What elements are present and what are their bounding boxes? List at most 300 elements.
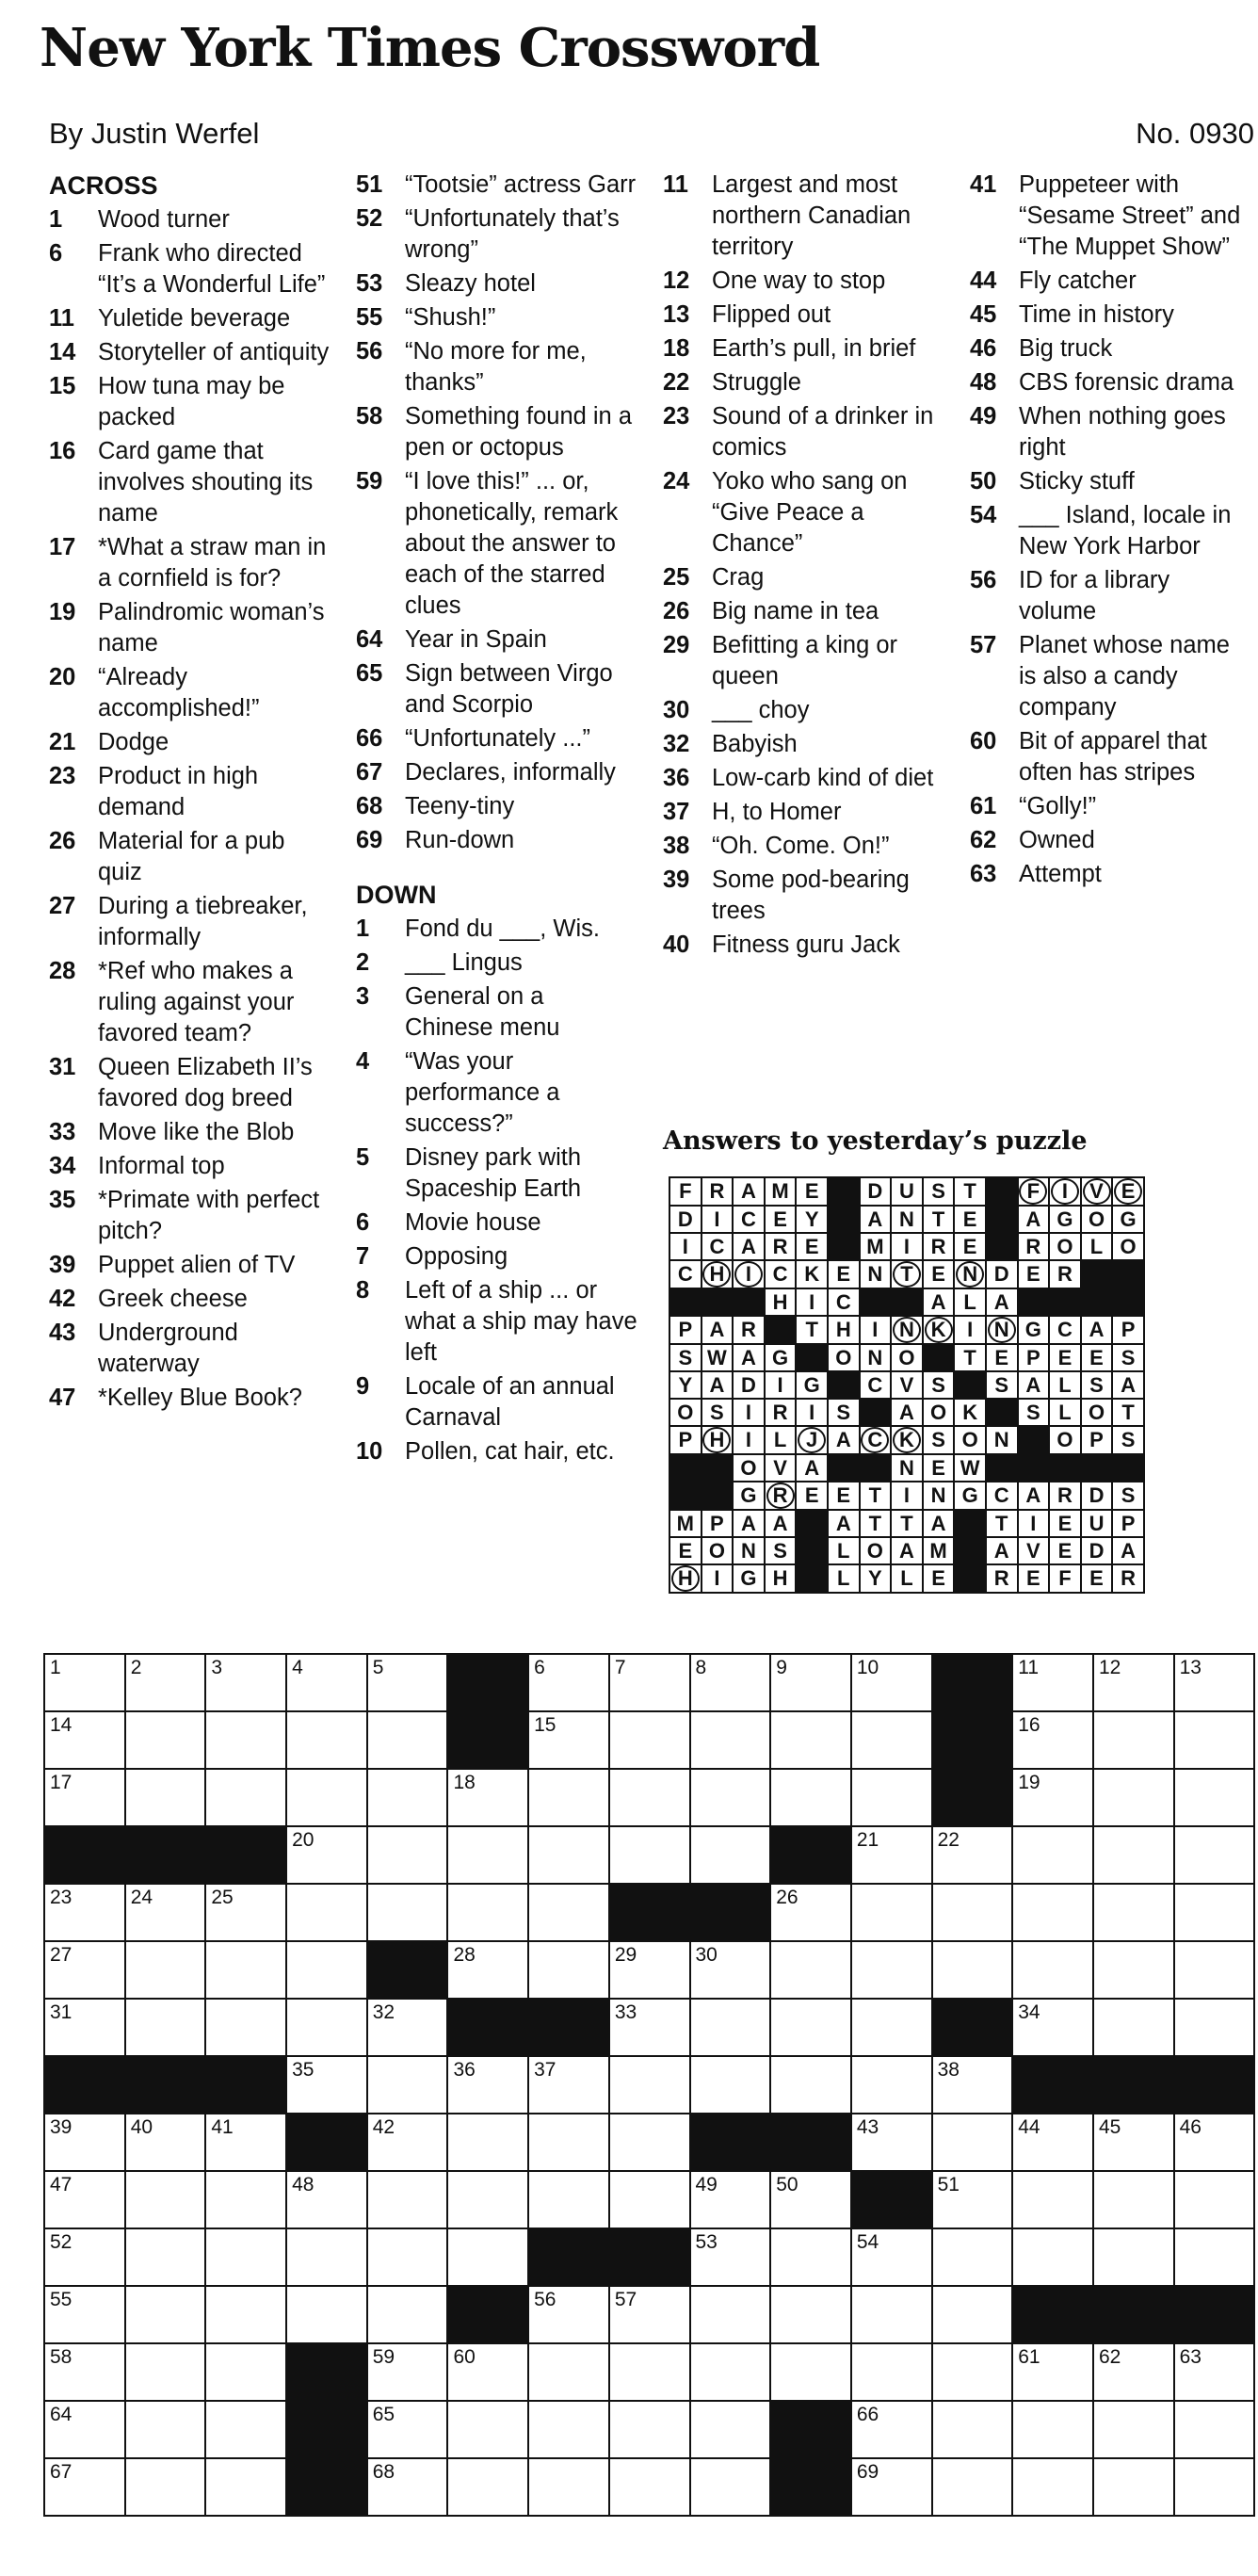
grid-cell[interactable] — [609, 1941, 690, 1999]
clue-text: When nothing goes right — [1019, 403, 1226, 461]
grid-cell[interactable] — [447, 1941, 528, 1999]
grid-cell[interactable] — [528, 2458, 609, 2516]
grid-cell[interactable] — [125, 2286, 206, 2343]
grid-cell[interactable] — [851, 2343, 932, 2401]
grid-cell[interactable] — [932, 1826, 1013, 1884]
clue[interactable] — [356, 302, 638, 333]
clue[interactable] — [49, 1151, 331, 1182]
grid-cell[interactable] — [851, 2286, 932, 2343]
grid-cell[interactable] — [367, 1999, 448, 2056]
grid-cell[interactable] — [205, 2228, 286, 2286]
grid-cell[interactable] — [690, 1826, 771, 1884]
clue[interactable] — [356, 948, 638, 979]
clue[interactable] — [356, 1241, 638, 1272]
grid-cell[interactable] — [205, 2114, 286, 2171]
grid-cell[interactable] — [367, 2401, 448, 2458]
grid-cell[interactable] — [770, 2171, 851, 2228]
clue[interactable] — [49, 662, 331, 724]
clue[interactable] — [970, 825, 1252, 856]
grid-cell[interactable] — [44, 2401, 125, 2458]
grid-cell[interactable] — [44, 1769, 125, 1826]
clue[interactable] — [663, 797, 945, 828]
clue[interactable] — [49, 371, 331, 433]
grid-cell[interactable] — [1012, 2343, 1093, 2401]
clue[interactable] — [663, 865, 945, 927]
grid-cell[interactable] — [690, 1999, 771, 2056]
clue[interactable] — [356, 401, 638, 463]
grid-cell[interactable] — [690, 2401, 771, 2458]
grid-cell[interactable] — [770, 1941, 851, 1999]
clue-column-2 — [356, 170, 638, 1470]
grid-cell[interactable] — [205, 1654, 286, 1711]
grid-cell[interactable] — [1093, 1711, 1174, 1769]
grid-cell[interactable] — [851, 2458, 932, 2516]
grid-cell[interactable] — [44, 1654, 125, 1711]
grid-cell[interactable] — [528, 1769, 609, 1826]
grid-cell[interactable] — [125, 2401, 206, 2458]
grid-cell[interactable] — [609, 1999, 690, 2056]
clue[interactable] — [356, 1371, 638, 1434]
grid-cell[interactable] — [690, 2286, 771, 2343]
grid-cell[interactable] — [1012, 1884, 1093, 1941]
grid-cell[interactable] — [1012, 1769, 1093, 1826]
grid-cell[interactable] — [1093, 2458, 1174, 2516]
cell-number: 46 — [1179, 2116, 1202, 2138]
grid-cell[interactable] — [44, 1711, 125, 1769]
answer-cell: T — [796, 1316, 828, 1344]
grid-cell[interactable] — [205, 2458, 286, 2516]
clue[interactable] — [49, 1052, 331, 1114]
grid-cell[interactable] — [851, 1654, 932, 1711]
grid-cell[interactable] — [1012, 1826, 1093, 1884]
grid-cell[interactable] — [447, 2114, 528, 2171]
grid-cell[interactable] — [1012, 2401, 1093, 2458]
grid-cell[interactable] — [1093, 1769, 1174, 1826]
grid-cell[interactable] — [1093, 2171, 1174, 2228]
grid-cell[interactable] — [44, 2343, 125, 2401]
grid-cell[interactable] — [125, 2114, 206, 2171]
grid-cell[interactable] — [125, 1654, 206, 1711]
grid-cell[interactable] — [286, 1826, 367, 1884]
clue[interactable] — [970, 401, 1252, 463]
grid-cell[interactable] — [1093, 2343, 1174, 2401]
clue[interactable] — [970, 565, 1252, 627]
grid-cell[interactable] — [1093, 2114, 1174, 2171]
grid-cell[interactable] — [609, 2171, 690, 2228]
clue[interactable] — [663, 562, 945, 593]
grid-cell[interactable] — [690, 2343, 771, 2401]
grid-cell[interactable] — [851, 1999, 932, 2056]
answer-cell: L — [891, 1564, 923, 1593]
clue[interactable] — [49, 891, 331, 953]
grid-cell[interactable] — [367, 2056, 448, 2114]
grid-cell[interactable] — [44, 1884, 125, 1941]
clue[interactable] — [49, 1185, 331, 1247]
answer-cell: I — [733, 1426, 765, 1454]
clue[interactable] — [356, 914, 638, 945]
clue[interactable] — [663, 266, 945, 297]
clue[interactable] — [356, 336, 638, 398]
grid-cell[interactable] — [1093, 2401, 1174, 2458]
grid-cell[interactable] — [205, 2286, 286, 2343]
grid-cell[interactable] — [44, 1941, 125, 1999]
grid-cell[interactable] — [528, 1884, 609, 1941]
grid-cell[interactable] — [286, 1884, 367, 1941]
clue[interactable] — [663, 695, 945, 726]
grid-cell[interactable] — [528, 2401, 609, 2458]
grid-cell[interactable] — [286, 1769, 367, 1826]
grid-cell[interactable] — [1174, 2343, 1255, 2401]
grid-cell[interactable] — [447, 1884, 528, 1941]
grid-cell[interactable] — [851, 2114, 932, 2171]
grid-cell[interactable] — [44, 2114, 125, 2171]
clue[interactable] — [663, 831, 945, 862]
grid-cell[interactable] — [44, 2228, 125, 2286]
clue[interactable] — [49, 204, 331, 235]
grid-cell[interactable] — [1093, 1941, 1174, 1999]
cell-number: 31 — [50, 2001, 73, 2023]
clue[interactable] — [49, 1250, 331, 1281]
grid-cell[interactable] — [932, 2401, 1013, 2458]
clue[interactable] — [356, 1207, 638, 1239]
grid-cell[interactable] — [770, 2286, 851, 2343]
grid-cell[interactable] — [609, 1654, 690, 1711]
grid-cell[interactable] — [286, 1999, 367, 2056]
grid-cell[interactable] — [205, 1711, 286, 1769]
clue[interactable] — [663, 596, 945, 627]
answer-black-square — [796, 1344, 828, 1371]
grid-cell[interactable] — [125, 1941, 206, 1999]
answer-cell: M — [923, 1537, 955, 1564]
grid-cell[interactable] — [1174, 1711, 1255, 1769]
grid-cell[interactable] — [932, 1884, 1013, 1941]
grid-cell[interactable] — [367, 2286, 448, 2343]
grid-cell[interactable] — [609, 2056, 690, 2114]
grid-cell[interactable] — [367, 2343, 448, 2401]
grid-cell[interactable] — [851, 1826, 932, 1884]
grid-cell[interactable] — [125, 2171, 206, 2228]
grid-cell[interactable] — [690, 2056, 771, 2114]
clue[interactable] — [49, 727, 331, 758]
clue[interactable] — [49, 1318, 331, 1380]
grid-cell[interactable] — [286, 2286, 367, 2343]
clue[interactable] — [970, 630, 1252, 723]
grid-cell[interactable] — [367, 2171, 448, 2228]
grid-cell[interactable] — [1174, 1826, 1255, 1884]
grid-cell[interactable] — [125, 2458, 206, 2516]
grid-cell[interactable] — [286, 1941, 367, 1999]
grid-cell[interactable] — [609, 2286, 690, 2343]
answer-cell: U — [891, 1177, 923, 1206]
grid-cell[interactable] — [367, 1654, 448, 1711]
puzzle-number: No. 0930 — [1136, 117, 1254, 150]
grid-cell[interactable] — [447, 2171, 528, 2228]
grid-cell[interactable] — [447, 1769, 528, 1826]
clue[interactable] — [49, 1383, 331, 1414]
clue-text: Yuletide beverage — [98, 305, 291, 332]
grid-cell[interactable] — [528, 1711, 609, 1769]
grid-cell[interactable] — [528, 1654, 609, 1711]
clue[interactable] — [49, 337, 331, 368]
clue[interactable] — [356, 1436, 638, 1467]
grid-cell[interactable] — [528, 2114, 609, 2171]
grid-cell[interactable] — [851, 1769, 932, 1826]
grid-cell[interactable] — [690, 1769, 771, 1826]
grid-cell[interactable] — [286, 2228, 367, 2286]
grid-cell[interactable] — [125, 2343, 206, 2401]
clue[interactable] — [49, 238, 331, 300]
clue[interactable] — [663, 367, 945, 398]
grid-cell[interactable] — [125, 1999, 206, 2056]
grid-cell[interactable] — [690, 1941, 771, 1999]
grid-cell[interactable] — [851, 1884, 932, 1941]
black-square — [447, 2286, 528, 2343]
cell-number: 38 — [937, 2059, 960, 2081]
clue[interactable] — [663, 333, 945, 365]
clue[interactable] — [356, 1275, 638, 1369]
grid-cell[interactable] — [447, 1826, 528, 1884]
clue[interactable] — [663, 729, 945, 760]
grid-cell[interactable] — [609, 1769, 690, 1826]
grid-cell[interactable] — [932, 2228, 1013, 2286]
grid-cell[interactable] — [609, 1826, 690, 1884]
grid-cell[interactable] — [770, 1884, 851, 1941]
grid-cell[interactable] — [690, 1711, 771, 1769]
grid-cell[interactable] — [367, 1711, 448, 1769]
clue[interactable] — [356, 1046, 638, 1140]
grid-cell[interactable] — [1012, 2458, 1093, 2516]
clue[interactable] — [49, 956, 331, 1049]
grid-cell[interactable] — [367, 1826, 448, 1884]
grid-cell[interactable] — [286, 1711, 367, 1769]
cell-number: 21 — [856, 1829, 879, 1851]
grid-cell[interactable] — [125, 1884, 206, 1941]
grid-cell[interactable] — [851, 2056, 932, 2114]
clue[interactable] — [49, 761, 331, 823]
grid-cell[interactable] — [1174, 1654, 1255, 1711]
grid-cell[interactable] — [367, 2458, 448, 2516]
grid-cell[interactable] — [1174, 1884, 1255, 1941]
grid-cell[interactable] — [1093, 1826, 1174, 1884]
clue-text: Card game that involves shouting its name — [98, 438, 314, 527]
grid-cell[interactable] — [205, 2401, 286, 2458]
grid-cell[interactable] — [690, 2458, 771, 2516]
clue[interactable] — [356, 1142, 638, 1205]
grid-cell[interactable] — [286, 2056, 367, 2114]
grid-cell[interactable] — [609, 2343, 690, 2401]
clue[interactable] — [49, 436, 331, 529]
grid-cell[interactable] — [205, 1941, 286, 1999]
grid-cell[interactable] — [44, 1999, 125, 2056]
clue[interactable] — [970, 500, 1252, 562]
grid-cell[interactable] — [770, 1769, 851, 1826]
grid-cell[interactable] — [205, 1884, 286, 1941]
clue[interactable] — [663, 300, 945, 331]
grid-cell[interactable] — [932, 2286, 1013, 2343]
grid-cell[interactable] — [1174, 1999, 1255, 2056]
grid-cell[interactable] — [1093, 1654, 1174, 1711]
grid-cell[interactable] — [447, 2228, 528, 2286]
grid-cell[interactable] — [528, 2056, 609, 2114]
grid-cell[interactable] — [125, 1711, 206, 1769]
clue-number: 64 — [356, 626, 383, 653]
grid-cell[interactable] — [770, 2343, 851, 2401]
grid-cell[interactable] — [770, 2056, 851, 2114]
cell-number: 37 — [534, 2059, 556, 2081]
clue[interactable] — [970, 367, 1252, 398]
clue[interactable] — [356, 658, 638, 721]
answer-cell: R — [733, 1316, 765, 1344]
grid-cell[interactable] — [125, 1769, 206, 1826]
clue-number: 41 — [970, 171, 997, 198]
grid-cell[interactable] — [770, 2228, 851, 2286]
clue[interactable] — [356, 981, 638, 1044]
clue[interactable] — [663, 466, 945, 559]
grid-cell[interactable] — [932, 2056, 1013, 2114]
grid-cell[interactable] — [690, 2228, 771, 2286]
grid-cell[interactable] — [367, 1769, 448, 1826]
grid-cell[interactable] — [528, 1826, 609, 1884]
clue[interactable] — [49, 1117, 331, 1148]
grid-cell[interactable] — [1174, 1941, 1255, 1999]
clue-text: Fitness guru Jack — [712, 932, 900, 958]
grid-cell[interactable] — [205, 1999, 286, 2056]
grid-cell[interactable] — [44, 2286, 125, 2343]
clue[interactable] — [970, 859, 1252, 890]
grid-cell[interactable] — [447, 2056, 528, 2114]
cell-number: 22 — [937, 1829, 960, 1851]
grid-cell[interactable] — [286, 1654, 367, 1711]
clue-text: “Shush!” — [405, 304, 496, 331]
grid-cell[interactable] — [690, 1654, 771, 1711]
grid-cell[interactable] — [1174, 1769, 1255, 1826]
grid-cell[interactable] — [528, 2286, 609, 2343]
grid-cell[interactable] — [609, 2114, 690, 2171]
clue[interactable] — [663, 930, 945, 961]
clue[interactable] — [356, 624, 638, 656]
grid-cell[interactable] — [1012, 1711, 1093, 1769]
grid-cell[interactable] — [609, 2401, 690, 2458]
clue[interactable] — [49, 1284, 331, 1315]
grid-cell[interactable] — [125, 2228, 206, 2286]
grid-cell[interactable] — [44, 2171, 125, 2228]
grid-cell[interactable] — [447, 2458, 528, 2516]
grid-cell[interactable] — [447, 2401, 528, 2458]
clue-text: “No more for me, thanks” — [405, 338, 587, 396]
grid-cell[interactable] — [770, 1999, 851, 2056]
grid-cell[interactable] — [770, 1711, 851, 1769]
grid-cell[interactable] — [932, 2171, 1013, 2228]
grid-cell[interactable] — [1012, 1941, 1093, 1999]
clue[interactable] — [356, 268, 638, 300]
grid-cell[interactable] — [1174, 2401, 1255, 2458]
clue[interactable] — [970, 266, 1252, 297]
grid-cell[interactable] — [1012, 2171, 1093, 2228]
clue-text: Struggle — [712, 369, 801, 396]
clue[interactable] — [663, 401, 945, 463]
clue[interactable] — [663, 170, 945, 263]
grid-cell[interactable] — [1012, 2114, 1093, 2171]
grid-cell[interactable] — [1012, 2228, 1093, 2286]
grid-cell[interactable] — [1012, 1999, 1093, 2056]
clue[interactable] — [49, 532, 331, 594]
clue[interactable] — [49, 303, 331, 334]
grid-cell[interactable] — [447, 2343, 528, 2401]
grid-cell[interactable] — [1174, 2458, 1255, 2516]
answer-cell: E — [1018, 1260, 1050, 1288]
clue[interactable] — [970, 726, 1252, 788]
grid-cell[interactable] — [851, 2228, 932, 2286]
answer-black-square — [1112, 1288, 1144, 1316]
clue[interactable] — [663, 763, 945, 794]
grid-cell[interactable] — [1093, 1884, 1174, 1941]
grid-cell[interactable] — [851, 1711, 932, 1769]
grid-cell[interactable] — [367, 2228, 448, 2286]
grid-cell[interactable] — [1174, 2228, 1255, 2286]
answer-cell: P — [1112, 1316, 1144, 1344]
grid-cell[interactable] — [1174, 2171, 1255, 2228]
clue[interactable] — [970, 170, 1252, 263]
grid-cell[interactable] — [690, 2171, 771, 2228]
clue[interactable] — [356, 757, 638, 788]
cell-number: 28 — [453, 1944, 476, 1966]
clue-number: 15 — [49, 373, 76, 399]
grid-cell[interactable] — [609, 2458, 690, 2516]
grid-cell[interactable] — [205, 1769, 286, 1826]
answer-cell: D — [986, 1260, 1018, 1288]
cell-number: 36 — [453, 2059, 476, 2081]
grid-cell[interactable] — [932, 2458, 1013, 2516]
clue[interactable] — [356, 723, 638, 754]
clue[interactable] — [970, 791, 1252, 822]
grid-cell[interactable] — [932, 2343, 1013, 2401]
clue[interactable] — [970, 333, 1252, 365]
clue[interactable] — [49, 826, 331, 888]
clue[interactable] — [356, 825, 638, 856]
clue[interactable] — [49, 597, 331, 659]
clue[interactable] — [970, 300, 1252, 331]
grid-cell[interactable] — [367, 2114, 448, 2171]
grid-cell[interactable] — [851, 2401, 932, 2458]
grid-cell[interactable] — [528, 2171, 609, 2228]
grid-cell[interactable] — [528, 1941, 609, 1999]
grid-cell[interactable] — [528, 2343, 609, 2401]
grid-cell[interactable] — [1093, 2228, 1174, 2286]
clue[interactable] — [356, 203, 638, 266]
grid-cell[interactable] — [1012, 1654, 1093, 1711]
grid-cell[interactable] — [932, 1941, 1013, 1999]
grid-cell[interactable] — [770, 1654, 851, 1711]
grid-cell[interactable] — [851, 1941, 932, 1999]
clue[interactable] — [356, 170, 638, 201]
grid-cell[interactable] — [286, 2171, 367, 2228]
grid-cell[interactable] — [1174, 2114, 1255, 2171]
grid-cell[interactable] — [932, 2114, 1013, 2171]
grid-cell[interactable] — [205, 2343, 286, 2401]
answer-black-square — [796, 1510, 828, 1537]
clue[interactable] — [356, 466, 638, 622]
clue-number: 6 — [356, 1209, 370, 1236]
grid-cell[interactable] — [609, 1711, 690, 1769]
grid-cell[interactable] — [44, 2458, 125, 2516]
grid-cell[interactable] — [1093, 1999, 1174, 2056]
grid-cell[interactable] — [367, 1884, 448, 1941]
grid-cell[interactable] — [205, 2171, 286, 2228]
clue[interactable] — [970, 466, 1252, 497]
clue-number: 69 — [356, 827, 383, 853]
clue[interactable] — [356, 791, 638, 822]
clue[interactable] — [663, 630, 945, 692]
